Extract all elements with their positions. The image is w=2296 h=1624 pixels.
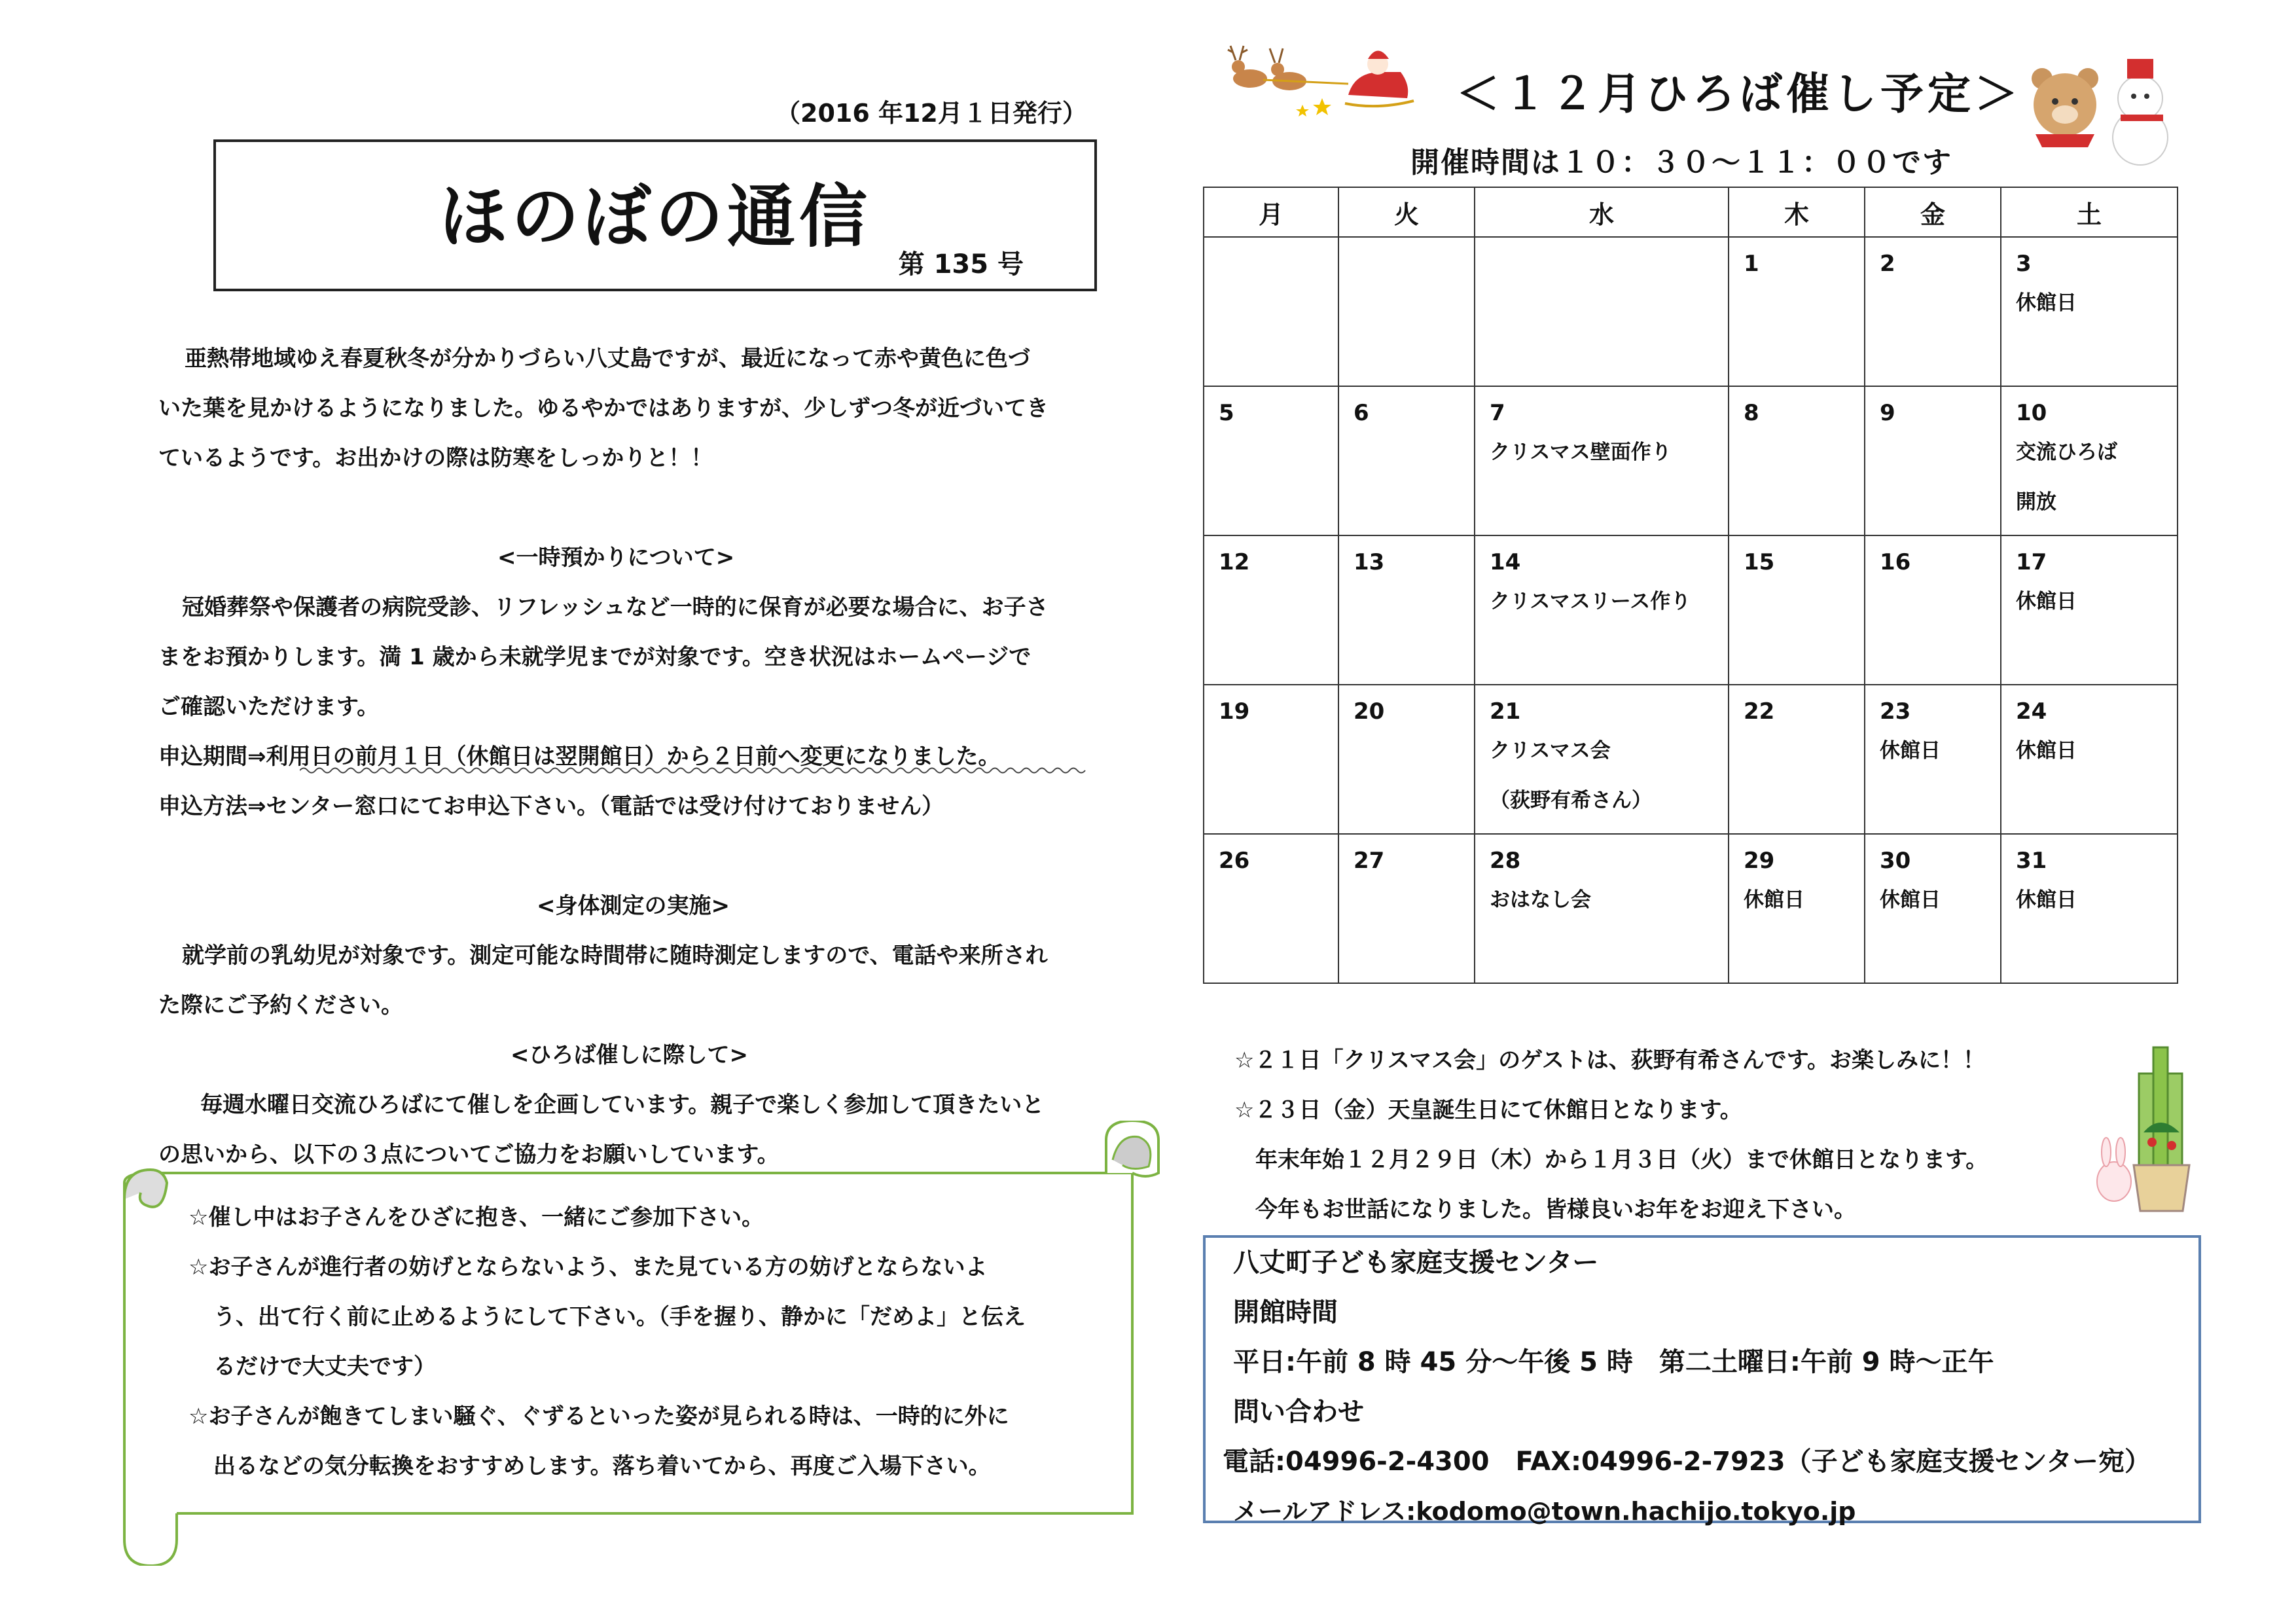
day-number: 1	[1744, 251, 1759, 277]
section-line: た際にご予約ください。	[158, 992, 403, 1019]
intro-line: ているようです。お出かけの際は防寒をしっかりと！！	[158, 445, 713, 471]
day-number: 14	[1490, 549, 1521, 575]
day-number: 21	[1490, 698, 1521, 725]
calendar-day-cell	[1338, 535, 1475, 685]
day-event: 休館日	[2016, 888, 2077, 912]
scroll-line: るだけで大丈夫です）	[213, 1354, 436, 1380]
calendar-week-row	[1204, 535, 2178, 685]
day-number: 8	[1744, 400, 1759, 426]
hours-label: 開館時間	[1233, 1297, 1338, 1327]
newsletter-title: ほのぼの通信	[439, 177, 871, 257]
calendar-day-cell	[1338, 237, 1475, 386]
calendar-header-row	[1204, 187, 2178, 237]
kadomatsu-rabbit-illustration	[2081, 1034, 2212, 1231]
day-number: 13	[1354, 549, 1385, 575]
day-number: 7	[1490, 400, 1505, 426]
calendar-day-cell	[1865, 685, 2001, 834]
weekday-header: 水	[1475, 187, 1729, 237]
calendar-week-row	[1204, 834, 2178, 983]
contact-label: 問い合わせ	[1233, 1397, 1364, 1427]
calendar-day-cell	[2001, 386, 2178, 535]
weekday-header: 火	[1338, 187, 1475, 237]
note-line: ☆２１日「クリスマス会」のゲストは、荻野有希さんです。お楽しみに！！	[1234, 1047, 1986, 1074]
day-number: 9	[1880, 400, 1895, 426]
phone-fax: 電話:04996-2-4300 FAX:04996-2-7923（子ども家庭支援センター宛）	[1223, 1447, 2151, 1477]
scroll-line: う、出て行く前に止めるようにして下さい。（手を握り、静かに「だめよ」と伝え	[213, 1304, 1026, 1330]
scroll-line: ☆お子さんが飽きてしまい騒ぐ、ぐずるといった姿が見られる時は、一時的に外に	[188, 1403, 1009, 1430]
day-number: 10	[2016, 400, 2047, 426]
day-event: 休館日	[2016, 291, 2077, 315]
section-heading: <一時預かりについて>	[497, 545, 735, 571]
calendar-hours: 開催時間は１０：３０～１１：００です	[1410, 146, 1952, 179]
day-event: 休館日	[1880, 888, 1941, 912]
day-number: 30	[1880, 848, 1911, 874]
calendar-day-cell	[2001, 535, 2178, 685]
section-line: の思いから、以下の３点についてご協力をお願いしています。	[158, 1142, 780, 1168]
note-line: 年末年始１２月２９日（木）から１月３日（火）まで休館日となります。	[1255, 1147, 1988, 1173]
section-line: 就学前の乳幼児が対象です。測定可能な時間帯に随時測定しますので、電話や来所され	[182, 943, 1048, 969]
section-line: 冠婚葬祭や保護者の病院受診、リフレッシュなど一時的に保育が必要な場合に、お子さ	[182, 594, 1049, 621]
calendar-day-cell	[1338, 386, 1475, 535]
day-event: クリスマスリース作り	[1490, 590, 1691, 613]
scroll-line: ☆催し中はお子さんをひざに抱き、一緒にご参加下さい。	[188, 1204, 764, 1231]
calendar-day-cell	[1865, 535, 2001, 685]
issue-number: 第 135 号	[898, 249, 1024, 280]
day-number: 24	[2016, 698, 2047, 725]
day-event: （荻野有希さん）	[1490, 789, 1652, 812]
calendar-day-cell	[2001, 685, 2178, 834]
calendar-day-cell	[1729, 386, 1865, 535]
day-number: 16	[1880, 549, 1911, 575]
day-number: 19	[1219, 698, 1250, 725]
calendar-day-cell	[1865, 386, 2001, 535]
masthead-box	[213, 139, 1097, 291]
calendar-week-row	[1204, 386, 2178, 535]
day-event: クリスマス壁面作り	[1490, 441, 1672, 464]
day-number: 17	[2016, 549, 2047, 575]
santa-sleigh-illustration	[1224, 33, 1420, 124]
day-event: 交流ひろば	[2016, 441, 2117, 464]
weekday-header: 木	[1729, 187, 1865, 237]
day-number: 2	[1880, 251, 1895, 277]
section-line: ご確認いただけます。	[158, 694, 380, 720]
day-number: 28	[1490, 848, 1521, 874]
day-number: 5	[1219, 400, 1234, 426]
day-event: 休館日	[1880, 739, 1941, 763]
intro-line: 亜熱帯地域ゆえ春夏秋冬が分かりづらい八丈島ですが、最近になって赤や黄色に色づ	[185, 346, 1030, 372]
calendar-day-cell	[1729, 237, 1865, 386]
weekday-header: 金	[1865, 187, 2001, 237]
calendar-day-cell	[1729, 535, 1865, 685]
day-number: 27	[1354, 848, 1385, 874]
application-period: 申込期間⇒利用日の前月１日（休館日は翌開館日）から２日前へ変更になりました。	[158, 744, 1001, 770]
event-calendar	[1203, 187, 2178, 984]
day-event: クリスマス会	[1490, 739, 1611, 763]
calendar-day-cell	[1475, 386, 1729, 535]
opening-hours: 平日:午前 8 時 45 分～午後 5 時 第二土曜日:午前 9 時～正午	[1233, 1347, 1994, 1377]
calendar-day-cell	[1865, 834, 2001, 983]
calendar-day-cell	[1729, 834, 1865, 983]
wavy-underline	[300, 766, 1098, 775]
calendar-day-cell	[1204, 237, 1338, 386]
center-info-box	[1203, 1235, 2201, 1526]
section-heading: <ひろば催しに際して>	[511, 1042, 748, 1068]
application-method: 申込方法⇒センター窓口にてお申込下さい。（電話では受け付けておりません）	[158, 793, 944, 820]
day-event: 休館日	[2016, 739, 2077, 763]
scroll-line: ☆お子さんが進行者の妨げとならないよう、また見ている方の妨げとならないよ	[188, 1254, 988, 1280]
note-line: 今年もお世話になりました。皆様良いお年をお迎え下さい。	[1255, 1197, 1856, 1223]
calendar-title: ＜１２月ひろば催し予定＞	[1456, 69, 2022, 119]
day-number: 31	[2016, 848, 2047, 874]
calendar-day-cell	[1338, 834, 1475, 983]
day-number: 22	[1744, 698, 1775, 725]
calendar-day-cell	[1475, 237, 1729, 386]
day-event: おはなし会	[1490, 888, 1591, 912]
weekday-header: 月	[1204, 187, 1338, 237]
day-number: 23	[1880, 698, 1911, 725]
calendar-week-row	[1204, 685, 2178, 834]
section-line: 毎週水曜日交流ひろばにて催しを企画しています。親子で楽しく参加して頂きたいと	[200, 1092, 1045, 1118]
calendar-day-cell	[1204, 834, 1338, 983]
intro-line: いた葉を見かけるようになりました。ゆるやかではありますが、少しずつ冬が近づいてき	[158, 395, 1049, 422]
day-number: 3	[2016, 251, 2032, 277]
day-number: 15	[1744, 549, 1775, 575]
day-event: 休館日	[1744, 888, 1804, 912]
calendar-day-cell	[1475, 685, 1729, 834]
day-number: 26	[1219, 848, 1250, 874]
calendar-day-cell	[1204, 386, 1338, 535]
day-event: 開放	[2016, 490, 2056, 514]
email-address: メールアドレス:kodomo@town.hachijo.tokyo.jp	[1233, 1497, 1856, 1526]
scroll-line: 出るなどの気分転換をおすすめします。落ち着いてから、再度ご入場下さい。	[213, 1453, 991, 1479]
calendar-day-cell	[1204, 535, 1338, 685]
day-number: 20	[1354, 698, 1385, 725]
calendar-day-cell	[2001, 834, 2178, 983]
note-line: ☆２３日（金）天皇誕生日にて休館日となります。	[1234, 1097, 1742, 1123]
calendar-day-cell	[1475, 535, 1729, 685]
section-heading: <身体測定の実施>	[537, 893, 730, 919]
calendar-day-cell	[1204, 685, 1338, 834]
calendar-day-cell	[1338, 685, 1475, 834]
day-event: 休館日	[2016, 590, 2077, 613]
bear-snowman-illustration	[2016, 49, 2186, 173]
calendar-day-cell	[1729, 685, 1865, 834]
weekday-header: 土	[2001, 187, 2178, 237]
calendar-week-row	[1204, 237, 2178, 386]
center-name: 八丈町子ども家庭支援センター	[1233, 1248, 1599, 1278]
calendar-day-cell	[1865, 237, 2001, 386]
section-line: まをお預かりします。満 1 歳から未就学児までが対象です。空き状況はホームページで	[158, 644, 1031, 670]
day-number: 12	[1219, 549, 1250, 575]
day-number: 29	[1744, 848, 1775, 874]
calendar-day-cell	[1475, 834, 1729, 983]
issue-date: （2016 年12月１日発行）	[776, 99, 1087, 128]
calendar-day-cell	[2001, 237, 2178, 386]
day-number: 6	[1354, 400, 1369, 426]
